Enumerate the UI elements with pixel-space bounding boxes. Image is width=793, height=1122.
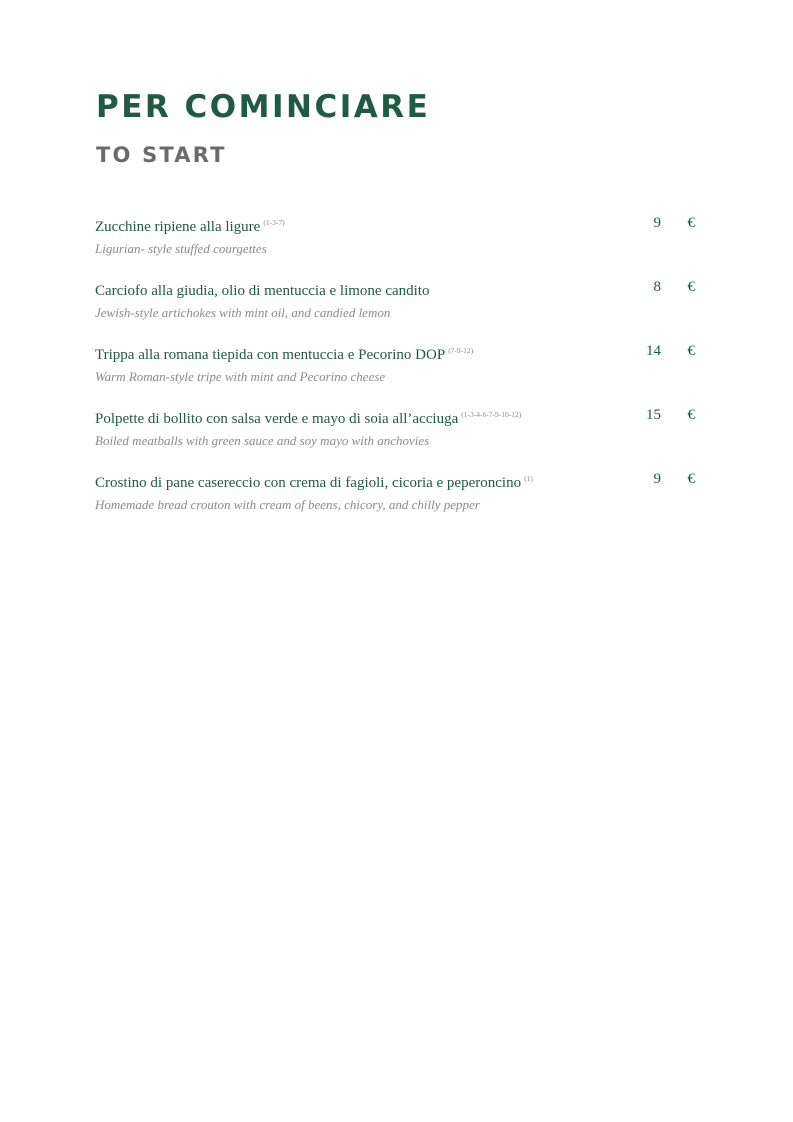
dish-name-line bbox=[95, 404, 705, 430]
allergen-codes: (1-3-4-6-7-9-10-12) bbox=[461, 410, 522, 419]
dish-description: Jewish-style artichokes with mint oil, and candied lemon bbox=[95, 305, 391, 320]
menu-list bbox=[95, 212, 705, 532]
currency-symbol: € bbox=[687, 279, 695, 295]
dish-price: 9 bbox=[653, 471, 661, 487]
currency-symbol: € bbox=[687, 471, 695, 487]
menu-item bbox=[95, 468, 705, 532]
dish-price: 14 bbox=[646, 343, 661, 359]
dish-name: Trippa alla romana tiepida con mentuccia e Pecorino DOP bbox=[95, 347, 446, 363]
currency-symbol: € bbox=[687, 407, 695, 423]
section-title: PER COMINCIARE bbox=[96, 89, 431, 125]
currency-symbol: € bbox=[687, 343, 695, 359]
allergen-codes: (1) bbox=[524, 474, 533, 483]
dish-price: 8 bbox=[653, 279, 661, 295]
menu-item bbox=[95, 276, 705, 340]
dish-price: 9 bbox=[653, 215, 661, 231]
menu-item bbox=[95, 340, 705, 404]
dish-name-line bbox=[95, 468, 705, 494]
dish-name: Zucchine ripiene alla ligure bbox=[95, 219, 261, 235]
menu-item bbox=[95, 212, 705, 276]
dish-description: Boiled meatballs with green sauce and soy mayo with anchovies bbox=[95, 433, 430, 448]
dish-name-line bbox=[95, 212, 705, 238]
menu-item bbox=[95, 404, 705, 468]
dish-description: Warm Roman-style tripe with mint and Pecorino cheese bbox=[95, 369, 386, 384]
dish-name: Carciofo alla giudia, olio di mentuccia e limone candito bbox=[95, 283, 430, 299]
dish-name-line bbox=[95, 276, 705, 302]
allergen-codes: (1-3-7) bbox=[263, 218, 285, 227]
dish-name-line bbox=[95, 340, 705, 366]
dish-price: 15 bbox=[646, 407, 661, 423]
dish-name: Crostino di pane casereccio con crema di fagioli, cicoria e peperoncino bbox=[95, 475, 522, 491]
dish-name: Polpette di bollito con salsa verde e mayo di soia all’acciuga bbox=[95, 411, 459, 427]
section-subtitle: TO START bbox=[96, 143, 227, 167]
currency-symbol: € bbox=[687, 215, 695, 231]
allergen-codes: (7-9-12) bbox=[448, 346, 474, 355]
dish-description: Ligurian- style stuffed courgettes bbox=[95, 241, 267, 256]
dish-description: Homemade bread crouton with cream of beens, chicory, and chilly pepper bbox=[95, 497, 480, 512]
